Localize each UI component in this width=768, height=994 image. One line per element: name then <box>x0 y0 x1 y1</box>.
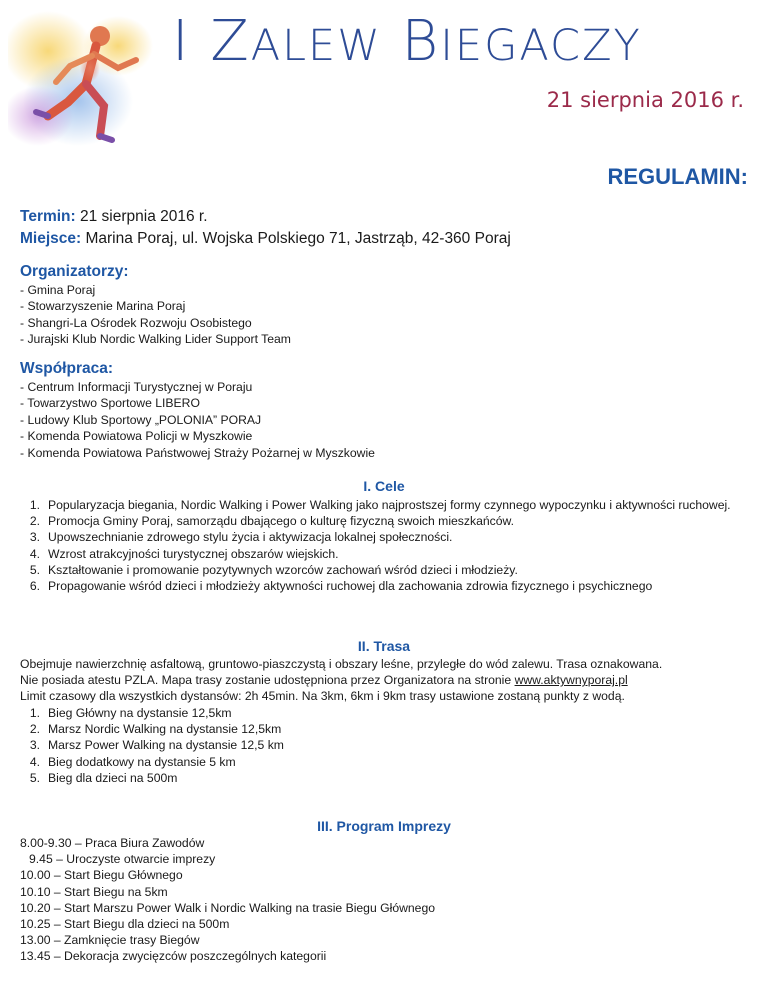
list-item: 6. Propagowanie wśród dzieci i młodzieży aktywności ruchowej dla zachowania zdrowia fizycznego i psychicznego <box>29 579 653 594</box>
program-heading: III. Program Imprezy <box>317 818 451 834</box>
trasa-description-2: Nie posiada atestu PZLA. Mapa trasy zostanie udostępniona przez Organizatora na stronie www.aktywnyporaj.pl <box>20 673 628 687</box>
title-part-2: ALEW <box>250 21 382 71</box>
cele-heading: I. Cele <box>363 478 405 494</box>
list-item: 1. Popularyzacja biegania, Nordic Walking i Power Walking jako najprostszej formy czynnego wypoczynku i aktywności ruchowej. <box>29 498 731 512</box>
list-item: - Komenda Powiatowa Państwowej Straży Pożarnej w Myszkowie <box>20 445 375 461</box>
trasa-description-3: Limit czasowy dla wszystkich dystansów: 2h 45min. Na 3km, 6km i 9km trasy ustawione zostaną punkty z wodą. <box>20 689 625 703</box>
event-title <box>172 9 642 74</box>
runner-watercolor-image <box>8 6 173 156</box>
event-info <box>20 206 511 250</box>
title-part-4: IEGACZY <box>440 21 642 71</box>
list-item: 2. Promocja Gminy Poraj, samorządu dbającego o kulturę fizyczną swoich mieszkańców. <box>29 514 515 529</box>
event-date: 21 sierpnia 2016 r. <box>546 88 744 112</box>
list-item: 4. Wzrost atrakcyjności turystycznej obszarów wiejskich. <box>29 546 339 561</box>
list-item: 5. Bieg dla dzieci na 500m <box>29 770 178 785</box>
list-item: 9.45 – Uroczyste otwarcie imprezy <box>29 852 216 867</box>
list-item: 13.45 – Dekoracja zwycięzców poszczególnych kategorii <box>20 949 327 964</box>
list-item: - Towarzystwo Sportowe LIBERO <box>20 395 375 411</box>
list-item: - Stowarzyszenie Marina Poraj <box>20 298 291 314</box>
list-item: 13.00 – Zamknięcie trasy Biegów <box>20 933 200 948</box>
list-item: - Centrum Informacji Turystycznej w Poraju <box>20 379 375 395</box>
list-item: - Komenda Powiatowa Policji w Myszkowie <box>20 428 375 444</box>
termin-line <box>20 206 511 228</box>
list-item: 2. Marsz Nordic Walking na dystansie 12,5km <box>29 722 282 737</box>
list-item: 4. Bieg dodatkowy na dystansie 5 km <box>29 754 236 769</box>
list-item: 3. Marsz Power Walking na dystansie 12,5 km <box>29 738 284 753</box>
miejsce-value: Marina Poraj, ul. Wojska Polskiego 71, Jastrząb, 42-360 Poraj <box>81 230 511 247</box>
header <box>0 0 768 160</box>
list-item: - Shangri-La Ośrodek Rozwoju Osobistego <box>20 315 291 331</box>
wspolpraca-heading: Współpraca: <box>20 360 114 377</box>
list-item: 3. Upowszechnianie zdrowego stylu życia i aktywizacja lokalnej społeczności. <box>29 530 453 545</box>
regulamin-heading: REGULAMIN: <box>607 164 748 189</box>
organizatorzy-heading: Organizatorzy: <box>20 263 129 280</box>
list-item: 1. Bieg Główny na dystansie 12,5km <box>29 706 232 720</box>
list-item: - Jurajski Klub Nordic Walking Lider Support Team <box>20 331 291 347</box>
miejsce-label: Miejsce: <box>20 230 82 247</box>
trasa-list <box>22 705 522 786</box>
title-part-1: I Z <box>172 9 251 74</box>
list-item: - Gmina Poraj <box>20 282 291 298</box>
wspolpraca-list <box>20 379 375 461</box>
program-list <box>20 835 435 965</box>
list-item: - Ludowy Klub Sportowy „POLONIA” PORAJ <box>20 412 375 428</box>
miejsce-line <box>20 228 511 250</box>
trasa-heading: II. Trasa <box>357 638 411 654</box>
list-item: 10.25 – Start Biegu dla dzieci na 500m <box>20 917 230 932</box>
aktywnyporaj-link[interactable]: www.aktywnyporaj.pl <box>514 673 628 687</box>
termin-value: 21 sierpnia 2016 r. <box>75 208 208 225</box>
list-item: 10.00 – Start Biegu Głównego <box>20 868 183 883</box>
list-item: 10.20 – Start Marszu Power Walk i Nordic Walking na trasie Biegu Głównego <box>20 900 436 915</box>
list-item: 5. Kształtowanie i promowanie pozytywnych wzorców zachowań wśród dzieci i młodzieży. <box>29 562 518 577</box>
list-item: 10.10 – Start Biegu na 5km <box>20 884 168 899</box>
trasa-description-1: Obejmuje nawierzchnię asfaltową, gruntowo-piaszczystą i obszary leśne, przyległe do wód zalewu. Trasa oznakowana. <box>20 657 663 671</box>
cele-list <box>22 497 738 594</box>
organizatorzy-list <box>20 282 291 348</box>
list-item: 8.00-9.30 – Praca Biura Zawodów <box>20 836 205 850</box>
termin-label: Termin: <box>20 208 76 225</box>
title-part-3: B <box>381 9 441 74</box>
